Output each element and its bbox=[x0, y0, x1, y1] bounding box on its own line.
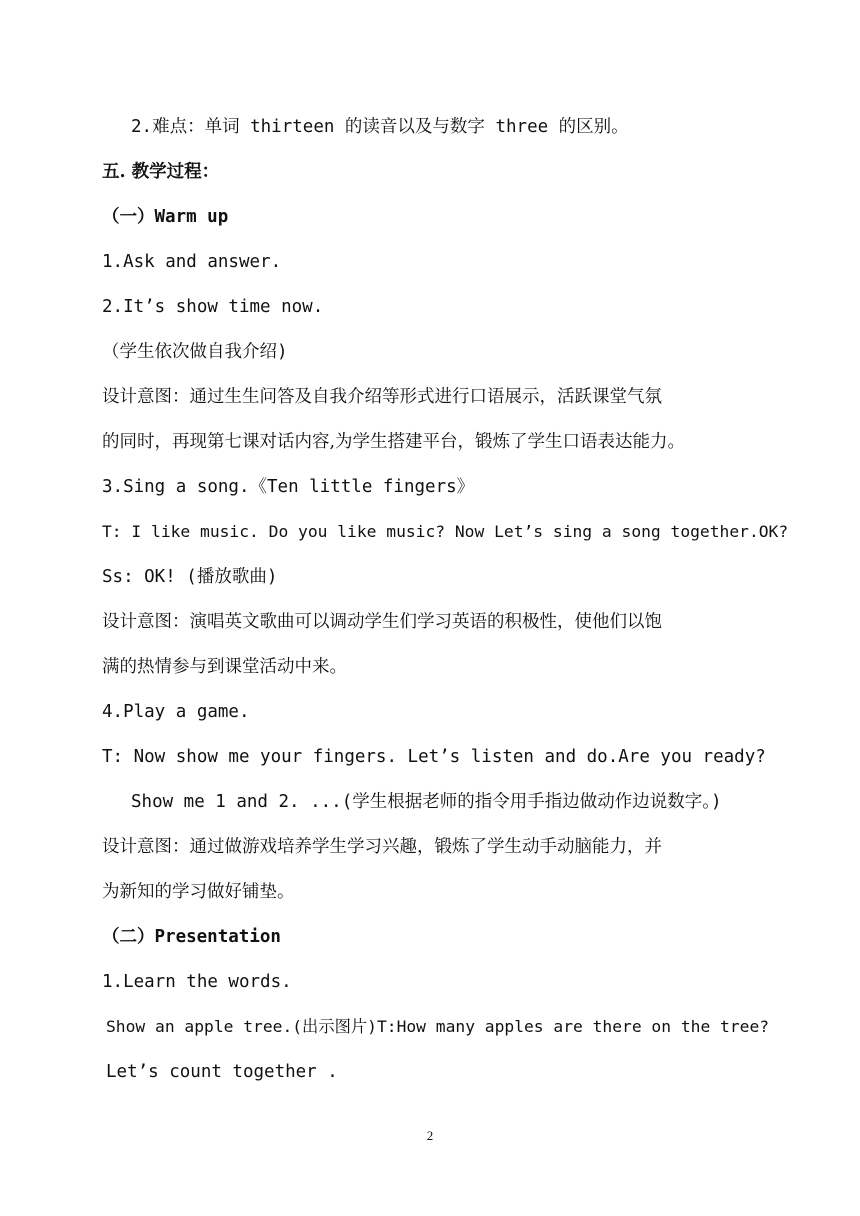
show-me-numbers: Show me 1 and 2. ...(学生根据老师的指令用手指边做动作边说数字。) bbox=[131, 792, 722, 812]
step-ask-answer: 1.Ask and answer. bbox=[102, 252, 282, 272]
design-intent-3a: 设计意图：通过做游戏培养学生学习兴趣，锻炼了学生动手动脑能力，并 bbox=[102, 837, 662, 857]
design-intent-2a: 设计意图：演唱英文歌曲可以调动学生们学习英语的积极性，使他们以饱 bbox=[102, 612, 662, 632]
subheading-warm-up: （一）Warm up bbox=[102, 207, 229, 227]
design-intent-1b: 的同时，再现第七课对话内容,为学生搭建平台，锻炼了学生口语表达能力。 bbox=[102, 432, 686, 452]
teacher-line-music: T: I like music. Do you like music? Now Let’s sing a song together.OK? bbox=[102, 522, 789, 541]
difficulty-point: 2.难点：单词 thirteen 的读音以及与数字 three 的区别。 bbox=[131, 117, 629, 137]
step-play-game: 4.Play a game. bbox=[102, 702, 250, 722]
note-self-intro: （学生依次做自我介绍) bbox=[102, 342, 288, 362]
design-intent-3b: 为新知的学习做好铺垫。 bbox=[102, 882, 295, 902]
students-ok: Ss: OK! (播放歌曲) bbox=[102, 567, 278, 587]
teacher-line-fingers: T: Now show me your fingers. Let’s listen and do.Are you ready? bbox=[102, 747, 766, 767]
design-intent-1a: 设计意图：通过生生问答及自我介绍等形式进行口语展示，活跃课堂气氛 bbox=[102, 387, 662, 407]
count-together: Let’s count together . bbox=[106, 1062, 338, 1082]
page-number: 2 bbox=[426, 1128, 434, 1143]
show-apple-tree: Show an apple tree.(出示图片)T:How many apples are there on the tree? bbox=[106, 1017, 770, 1036]
section-heading-teaching-process: 五. 教学过程： bbox=[102, 162, 220, 182]
step-show-time: 2.It’s show time now. bbox=[102, 297, 324, 317]
design-intent-2b: 满的热情参与到课堂活动中来。 bbox=[102, 657, 347, 677]
step-sing-song: 3.Sing a song.《Ten little fingers》 bbox=[102, 477, 475, 497]
subheading-presentation: （二）Presentation bbox=[102, 927, 281, 947]
step-learn-words: 1.Learn the words. bbox=[102, 972, 292, 992]
